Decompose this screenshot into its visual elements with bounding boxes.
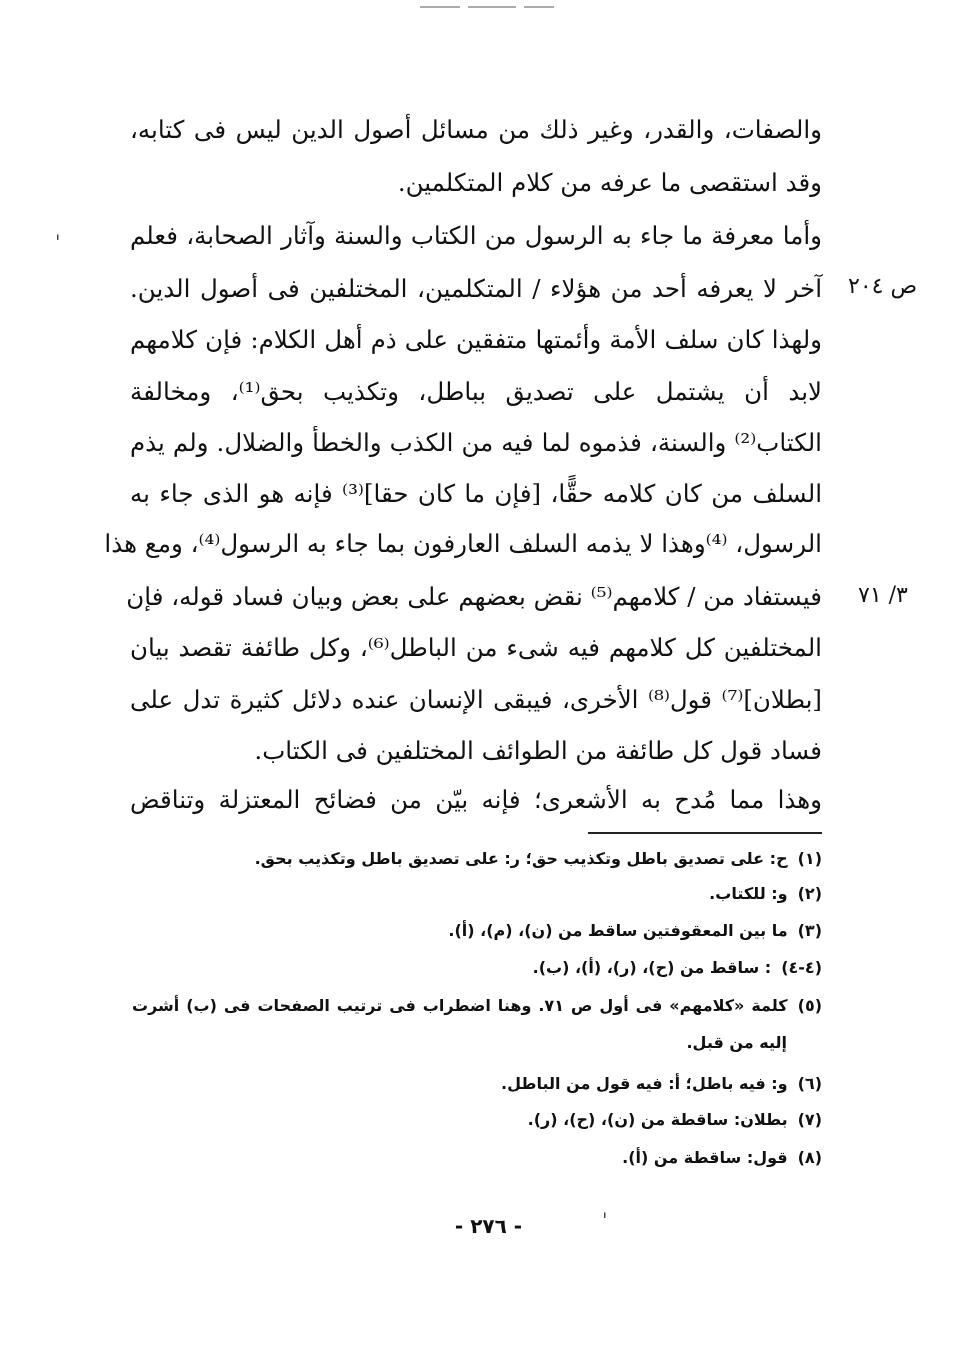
text-line: وقد استقصى ما عرفه من كلام المتكلمين. [397,168,822,197]
footnote-5 [132,993,822,1019]
footnote-1 [255,846,822,872]
footnote-number: (١) [797,849,822,868]
footnote-text: كلمة «كلامهم» فى أول ص ٧١. وهنا اضطراب فى ترتيب الصفحات فى (ب) أشرت [132,996,788,1015]
text-line: فيستفاد من / كلامهم⁽⁵⁾ نقض بعضهم على بعض وبيان فساد قوله، فإن [126,582,822,611]
text-line: والصفات، والقدر، وغير ذلك من مسائل أصول الدين ليس فى كتابه، [130,115,822,144]
footnote-number: (٢) [797,884,822,903]
stray-mark: ˌ [602,1196,608,1220]
footnote-number: (٤-٤) [781,958,822,977]
text-line: آخر لا يعرفه أحد من هؤلاء / المتكلمين، المختلفين فى أصول الدين. [130,274,822,303]
footnote-text: و: فيه باطل؛ أ: فيه قول من الباطل. [501,1074,788,1093]
footnote-number: (٥) [797,996,823,1015]
text-line: المختلفين كل كلامهم فيه شىء من الباطل⁽⁶⁾، وكل طائفة تقصد بيان [130,633,822,662]
text-line: [بطلان]⁽⁷⁾ قول⁽⁸⁾ الأخرى، فيبقى الإنسان عنده دلائل كثيرة تدل على [130,685,822,714]
footnote-number: (٧) [797,1110,822,1129]
footnote-7 [528,1107,822,1133]
margin-page-ref-204: ص ٢٠٤ [848,274,918,299]
text-line: لابد أن يشتمل على تصديق بباطل، وتكذيب بحق⁽¹⁾، ومخالفة [130,377,822,406]
footnote-rule [588,832,822,834]
footnote-text: بطلان: ساقطة من (ن)، (ح)، (ر). [527,1110,788,1129]
top-rule [420,6,460,8]
footnote-3 [448,918,822,944]
margin-page-ref-71: ٣/ ٧١ [858,583,908,608]
text-line: وأما معرفة ما جاء به الرسول من الكتاب والسنة وآثار الصحابة، فعلم [130,221,822,250]
footnote-number: (٨) [797,1148,822,1167]
footnote-text: قول: ساقطة من (أ). [622,1148,788,1167]
page-number: - ٢٧٦ - [454,1214,523,1238]
text-line: الكتاب⁽²⁾ والسنة، فذموه لما فيه من الكذب والخطأ والضلال. ولم يذم [130,428,822,457]
top-rule [468,6,516,8]
footnote-number: (٣) [797,921,822,940]
text-line: الرسول، ⁽⁴⁾وهذا لا يذمه السلف العارفون بما جاء به الرسول⁽⁴⁾، ومع هذا [104,529,822,558]
text-line: ولهذا كان سلف الأمة وأئمتها متفقين على ذم أهل الكلام: فإن كلامهم [130,325,822,354]
footnote-text: ح: على تصديق باطل وتكذيب حق؛ ر: على تصديق باطل وتكذيب بحق. [254,849,788,868]
footnote-8 [622,1145,822,1171]
footnote-text: و: للكتاب. [709,884,788,903]
footnote-6 [501,1071,822,1097]
margin-tick-mark: ˌ [55,218,61,242]
footnote-5-continuation: إليه من قبل. [686,1033,787,1052]
top-rule [524,6,554,8]
text-line: السلف من كان كلامه حقًّا، [فإن ما كان حقا]⁽³⁾ فإنه هو الذى جاء به [130,479,822,508]
footnote-text: : ساقط من (ح)، (ر)، (أ)، (ب). [532,958,772,977]
footnote-text: ما بين المعقوفتين ساقط من (ن)، (م)، (أ). [448,921,788,940]
footnote-number: (٦) [797,1074,822,1093]
text-line: فساد قول كل طائفة من الطوائف المختلفين فى الكتاب. [254,736,822,765]
footnote-4 [533,955,822,981]
text-line: وهذا مما مُدح به الأشعرى؛ فإنه بيّن من فضائح المعتزلة وتناقض [130,785,822,814]
footnote-2 [709,881,822,907]
